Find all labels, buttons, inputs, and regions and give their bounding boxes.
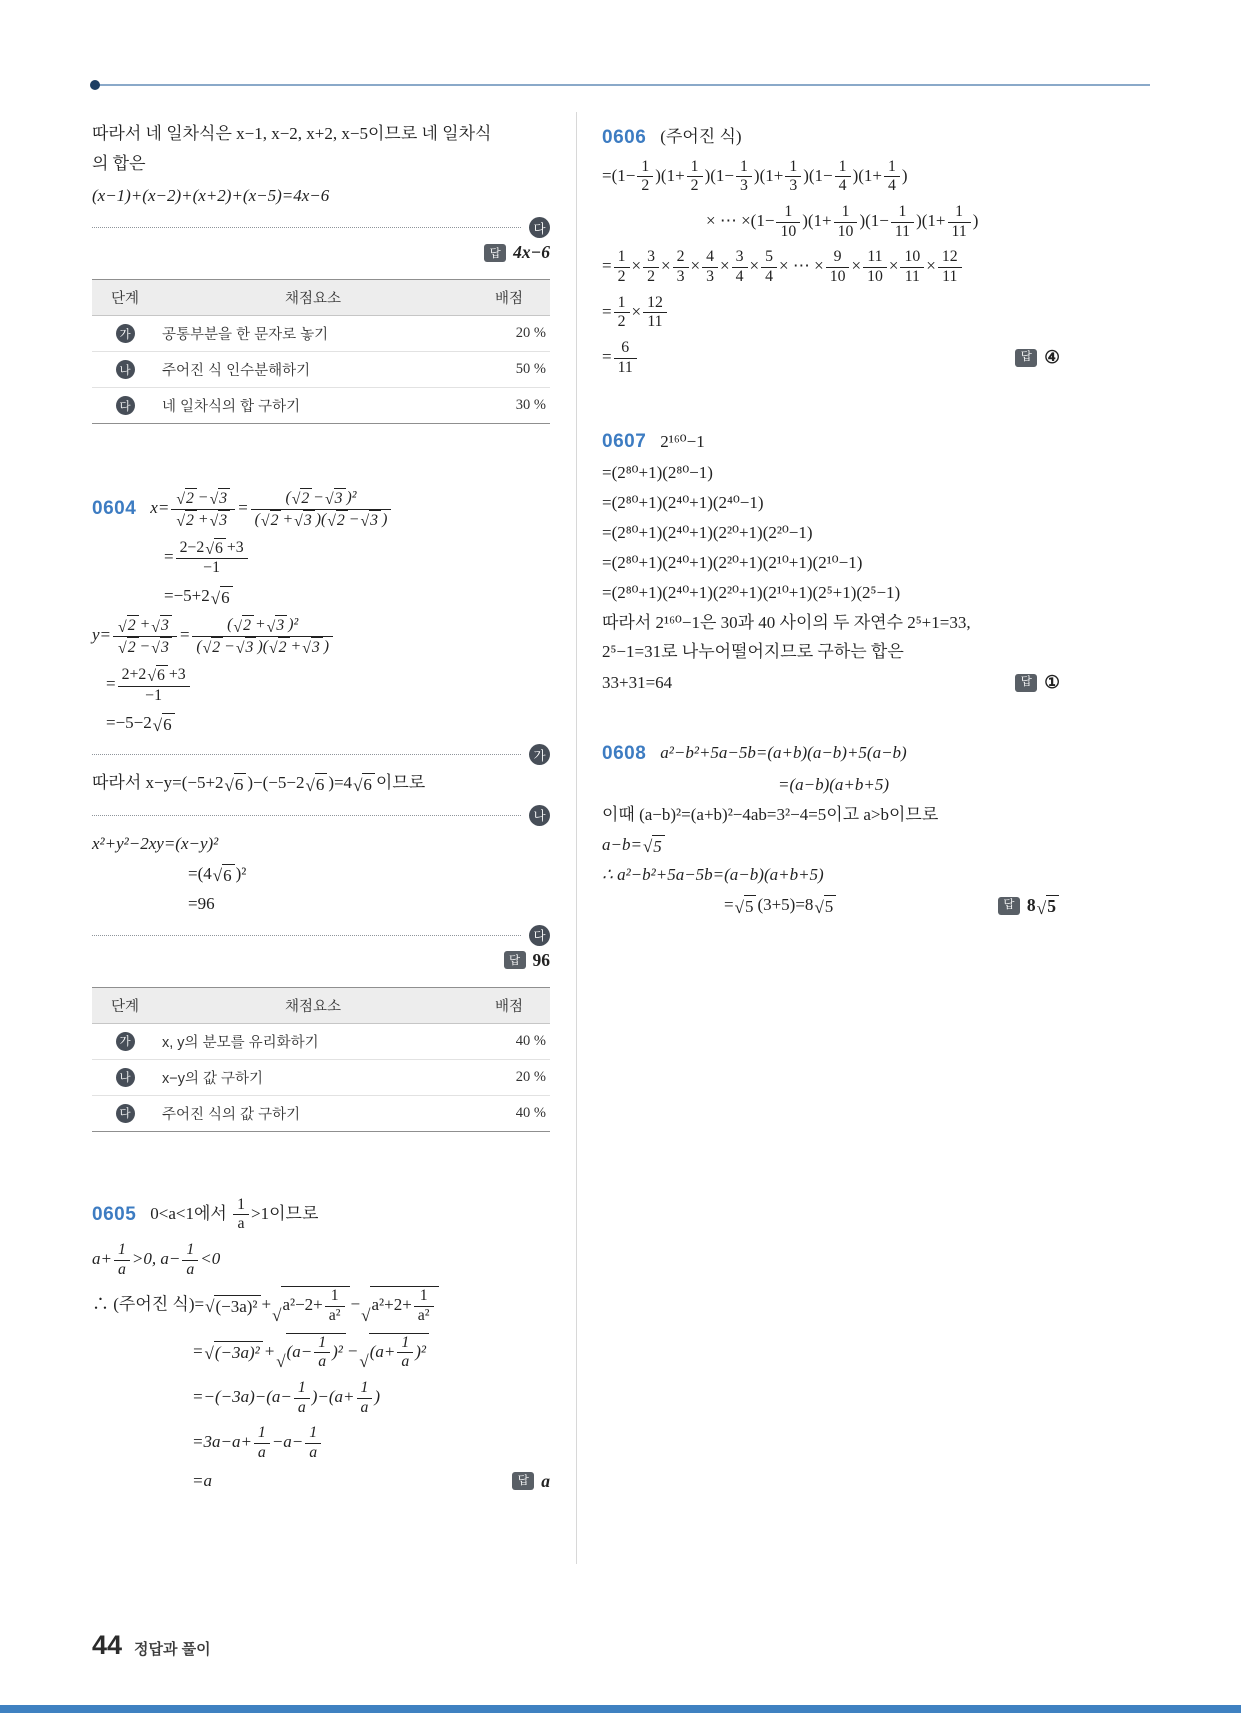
problem-0606: [602, 125, 1060, 377]
step-separator: [92, 925, 550, 946]
header-rule-dot: [90, 80, 100, 90]
answer-chip: [1003, 346, 1060, 370]
math-text: 2⁵−1=31로 나누어떨어지므로 구하는 합은: [602, 642, 904, 662]
math-line: [92, 185, 550, 208]
math-line: [92, 615, 550, 658]
problem-0604: [92, 488, 550, 971]
answer-icon: 답: [998, 897, 1020, 915]
answer-icon: 답: [1015, 349, 1037, 367]
table-row: [92, 1095, 550, 1131]
col-header-criteria: 채점요소: [158, 987, 468, 1023]
math-text: = $\frac{6}{11}$: [602, 339, 639, 377]
criteria-cell: 네 일차식의 합 구하기: [158, 388, 468, 424]
criteria-cell: 주어진 식의 값 구하기: [158, 1095, 468, 1131]
footer-label: 정답과 풀이: [134, 1641, 211, 1658]
answer-chip: [492, 950, 551, 971]
score-table-1: [92, 279, 550, 424]
table-row: [92, 388, 550, 424]
problem-title: (주어진 식): [660, 127, 742, 147]
step-separator: [92, 744, 550, 765]
problem-number: 0605: [92, 1204, 137, 1226]
math-text: =(2⁸⁰+1)(2⁴⁰+1)(2²⁰+1)(2¹⁰+1)(2¹⁰−1): [602, 552, 863, 572]
score-cell: 50 %: [468, 352, 550, 388]
math-line: [602, 552, 1060, 575]
math-text: ∴ a²−b²+5a−5b=(a−b)(a+b+5): [602, 864, 824, 884]
math-line: [92, 585, 550, 608]
math-text: ∴ (주어진 식)= √ (−3a)² + √ a²−2+ $\frac{1}{\text{a²}}$ − √ a²+2+ $\frac{1}{\text{a²}}$: [92, 1286, 440, 1325]
problem-head: [602, 741, 1060, 767]
solution-continuation: [92, 120, 550, 263]
math-line: [92, 1286, 550, 1325]
math-text: x²+y²−2xy=(x−y)²: [92, 833, 219, 853]
math-line: [602, 462, 1060, 485]
step-cell: [92, 316, 158, 352]
criteria-cell: x−y의 값 구하기: [158, 1059, 468, 1095]
problem-number: 0607: [602, 431, 647, 453]
math-text: = 2+2 √ 6 +3 −1: [106, 665, 192, 705]
header-rule: [92, 84, 1150, 86]
score-cell: 20 %: [468, 316, 550, 352]
math-line: [92, 772, 550, 795]
dotted-rule: [92, 935, 521, 936]
math-text: a+ $\frac{1}{a}$ >0, a− $\frac{1}{a}$ <0: [92, 1241, 221, 1278]
score-cell: 40 %: [468, 1095, 550, 1131]
step-cell: [92, 352, 158, 388]
math-line: [92, 1379, 550, 1417]
math-text: = √ 5 (3+5)=8 √ 5: [724, 894, 837, 917]
col-header-score: 배점: [468, 280, 550, 316]
answer-row: [92, 950, 550, 971]
step-badge-na: 나: [116, 360, 135, 379]
math-text: = $\frac{1}{2}$ × $\frac{12}{11}$: [602, 294, 669, 332]
answer-value: a: [541, 1470, 550, 1491]
math-text: 0<a<1에서 $\frac{1}{a}$ >1이므로: [150, 1195, 319, 1233]
math-text: =a: [192, 1470, 212, 1490]
math-text: x= √ 2 − √ 3 √ 2 + √ 3 = ( √ 2 − √ 3 )² ( √ 2 + √ 3 )( √ 2 − √ 3 ): [150, 488, 393, 531]
math-text: =96: [188, 893, 215, 913]
problem-0607: [602, 429, 1060, 695]
math-line: [602, 158, 1060, 196]
math-line: [602, 522, 1060, 545]
step-separator: [92, 805, 550, 826]
problem-head: [92, 1196, 550, 1234]
problem-head: [92, 488, 550, 531]
math-text: =(2⁸⁰+1)(2⁴⁰+1)(2²⁰+1)(2²⁰−1): [602, 522, 813, 542]
math-line: [602, 641, 1060, 664]
body-text: 의 합은: [92, 154, 146, 174]
step-badge-ga: 가: [116, 324, 135, 343]
math-text: =−5+2 √ 6: [164, 585, 234, 608]
dotted-rule: [92, 754, 521, 755]
col-header-criteria: 채점요소: [158, 280, 468, 316]
math-text: =(1− $\frac{1}{2}$ )(1+ $\frac{1}{2}$ )(1− $\frac{1}{3}$ )(1+ $\frac{1}{3}$ )(1− $\frac{1}{4}$ )(1+ $\frac{1}{4}$ ): [602, 157, 908, 195]
math-line: [92, 665, 550, 705]
problem-head: [602, 429, 1060, 455]
math-line: [92, 1241, 550, 1279]
math-text: = √ (−3a)² + √ (a− $\frac{1}{a}$ )² − √ (a+ $\frac{1}{a}$ )²: [192, 1333, 430, 1372]
page-number: 44: [92, 1630, 123, 1660]
answer-icon: 답: [484, 244, 506, 262]
step-badge-da: 다: [116, 396, 135, 415]
math-line: [602, 492, 1060, 515]
math-line: [92, 893, 550, 916]
step-badge-ga: 가: [529, 744, 550, 765]
step-cell: [92, 1023, 158, 1059]
answer-value: 96: [532, 949, 550, 970]
answer-value: 8 √ 5: [1027, 894, 1060, 918]
math-line: [602, 894, 1060, 918]
criteria-cell: 공통부분을 한 문자로 놓기: [158, 316, 468, 352]
answer-icon: 답: [1015, 674, 1037, 692]
answer-chip: [1003, 671, 1060, 695]
math-line: [92, 833, 550, 856]
table-row: [92, 316, 550, 352]
math-line: [602, 834, 1060, 857]
score-cell: 40 %: [468, 1023, 550, 1059]
math-text: =(2⁸⁰+1)(2⁴⁰+1)(2⁴⁰−1): [602, 492, 764, 512]
dotted-rule: [92, 227, 521, 228]
problem-title: a²−b²+5a−5b=(a+b)(a−b)+5(a−b): [660, 743, 907, 763]
problem-number: 0606: [602, 127, 647, 148]
step-badge-na: 나: [116, 1068, 135, 1087]
math-text: = 2−2 √ 6 +3 −1: [164, 538, 250, 578]
right-column: [602, 118, 1060, 925]
problem-0608: [602, 741, 1060, 918]
step-badge-da: 다: [529, 217, 550, 238]
step-badge-ga: 가: [116, 1032, 135, 1051]
col-header-step: 단계: [92, 987, 158, 1023]
math-text: 따라서 2¹⁶⁰−1은 30과 40 사이의 두 자연수 2⁵+1=33,: [602, 612, 971, 632]
column-divider: [576, 112, 577, 1564]
problem-head: [602, 125, 1060, 151]
math-text: 이때 (a−b)²=(a+b)²−4ab=3²−4=5이고 a>b이므로: [602, 804, 939, 824]
criteria-cell: 주어진 식 인수분해하기: [158, 352, 468, 388]
math-text: y= √ 2 + √ 3 √ 2 − √ 3 = ( √ 2 + √ 3 )² ( √ 2 − √ 3 )( √ 2 + √ 3 ): [92, 615, 335, 658]
answer-chip: [986, 894, 1060, 918]
bottom-band: [0, 1705, 1241, 1713]
math-line: [602, 294, 1060, 332]
math-text: =(4 √ 6 )²: [188, 863, 247, 886]
table-header-row: [92, 987, 550, 1023]
answer-icon: 답: [504, 951, 526, 969]
table-row: [92, 352, 550, 388]
score-table-2: [92, 987, 550, 1132]
math-line: [602, 804, 1060, 827]
math-line: [602, 612, 1060, 635]
math-line: [602, 774, 1060, 797]
dotted-rule: [92, 815, 521, 816]
math-line: [92, 712, 550, 735]
table-row: [92, 1059, 550, 1095]
math-line: [602, 864, 1060, 887]
step-separator: [92, 217, 550, 238]
table-header-row: [92, 280, 550, 316]
answer-chip: [472, 242, 550, 263]
math-line: [92, 863, 550, 886]
body-text: 따라서 네 일차식은 x−1, x−2, x+2, x−5이므로 네 일차식: [92, 124, 492, 143]
math-line: [602, 671, 1060, 695]
col-header-score: 배점: [468, 987, 550, 1023]
step-cell: [92, 1095, 158, 1131]
math-text: =3a−a+ $\frac{1}{a}$ −a− $\frac{1}{a}$: [192, 1424, 323, 1462]
page-footer: [92, 1630, 211, 1661]
step-badge-da: 다: [116, 1104, 135, 1123]
step-badge-na: 나: [529, 805, 550, 826]
answer-value: 4x−6: [513, 242, 550, 263]
criteria-cell: x, y의 분모를 유리화하기: [158, 1023, 468, 1059]
table-row: [92, 1023, 550, 1059]
math-line: [92, 1470, 550, 1494]
step-cell: [92, 1059, 158, 1095]
score-cell: 30 %: [468, 388, 550, 424]
math-text: =(2⁸⁰+1)(2⁴⁰+1)(2²⁰+1)(2¹⁰+1)(2⁵+1)(2⁵−1): [602, 582, 901, 602]
problem-number: 0604: [92, 498, 137, 520]
math-text: a−b= √ 5: [602, 834, 666, 857]
math-line: [602, 248, 1060, 286]
math-line: [92, 1424, 550, 1462]
problem-title: 2¹⁶⁰−1: [660, 431, 705, 451]
problem-number: 0608: [602, 743, 647, 765]
problem-0605: [92, 1196, 550, 1494]
math-text: 33+31=64: [602, 672, 673, 692]
math-text: = $\frac{1}{2}$ × $\frac{3}{2}$ × $\frac{2}{3}$ × $\frac{4}{3}$ × $\frac{3}{4}$ × $\frac{5}{4}$ × ⋯ × $\frac{9}{10}$ × $\frac{11}{10}$ × $\frac{10}{11}$ × $\frac{12}{11}$: [602, 248, 964, 286]
math-line: [92, 1333, 550, 1372]
math-text: =−5−2 √ 6: [106, 712, 176, 735]
answer-chip: [500, 1470, 550, 1494]
answer-value: ①: [1044, 672, 1060, 693]
math-text: =−(−3a)−(a− $\frac{1}{a}$ )−(a+ $\frac{1}{a}$ ): [192, 1378, 381, 1416]
step-cell: [92, 388, 158, 424]
math-line: [92, 538, 550, 578]
math-text: × ⋯ ×(1− $\frac{1}{10}$ )(1+ $\frac{1}{10}$ )(1− $\frac{1}{11}$ )(1+ $\frac{1}{11}$ ): [706, 202, 979, 240]
score-cell: 20 %: [468, 1059, 550, 1095]
math-line: [602, 203, 1060, 241]
math-line: [602, 582, 1060, 605]
answer-icon: 답: [512, 1472, 534, 1490]
answer-value: ④: [1044, 347, 1060, 368]
math-line: [602, 339, 1060, 377]
col-header-step: 단계: [92, 280, 158, 316]
math-text: =(2⁸⁰+1)(2⁸⁰−1): [602, 462, 713, 482]
answer-row: [92, 242, 550, 263]
math-text: (x−1)+(x−2)+(x+2)+(x−5)=4x−6: [92, 186, 330, 206]
step-badge-da: 다: [529, 925, 550, 946]
left-column: [92, 118, 550, 1500]
math-text: =(a−b)(a+b+5): [778, 774, 890, 794]
math-text: 따라서 x−y=(−5+2 √ 6 )−(−5−2 √ 6 )=4 √ 6 이므로: [92, 773, 426, 795]
